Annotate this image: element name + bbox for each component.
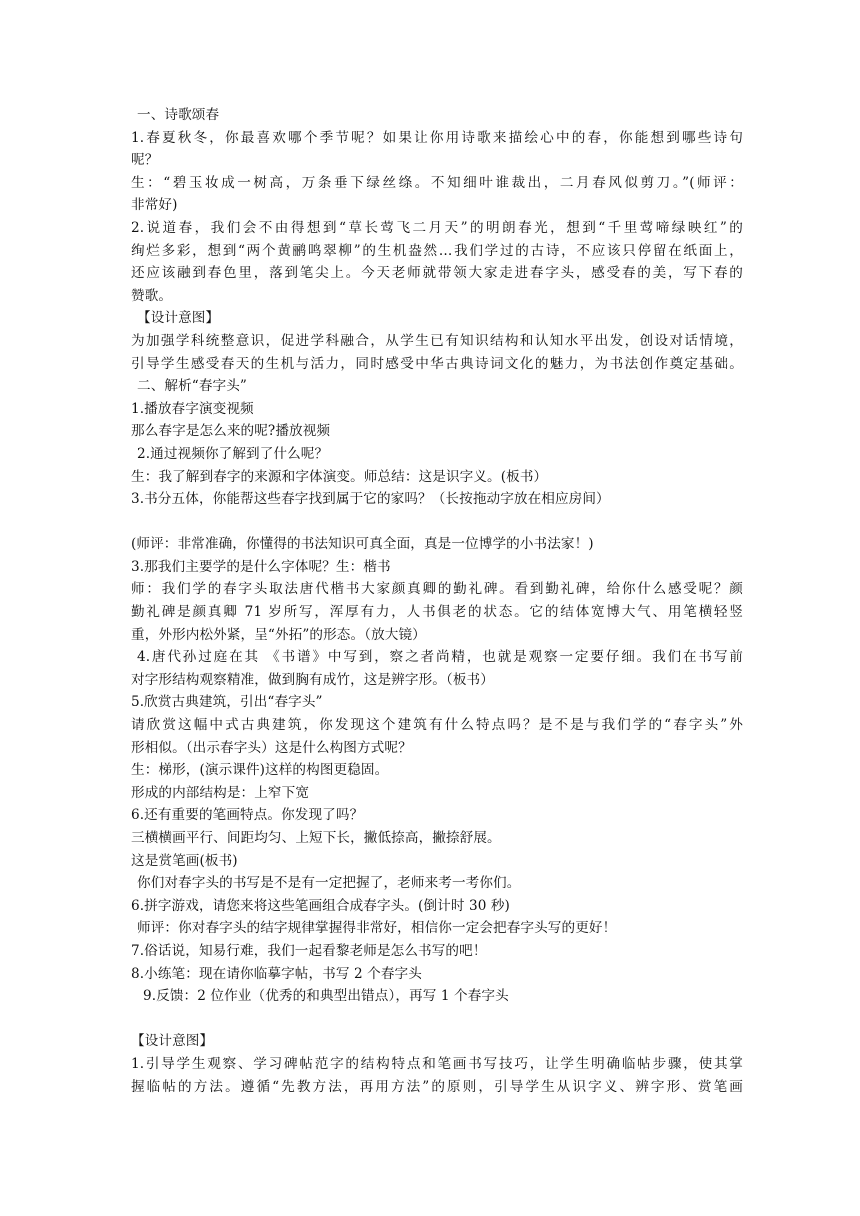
blank-line [131,1008,743,1031]
text-line: 为加强学科统整意识，促进学科融合，从学生已有知识结构和认知水平出发，创设对话情境， [131,332,743,349]
text-line: 重，外形内松外紧，呈“外拓”的形态。（放大镜） [131,626,426,643]
text-line: 【设计意图】 [131,1033,214,1050]
text-line: 师：我们学的春字头取法唐代楷书大家颜真卿的勤礼碑。看到勤礼碑，给你什么感受呢？颜 [131,581,743,598]
document-body [131,104,743,1098]
text-line: 生：梯形，(演示课件)这样的构图更稳固。 [131,762,389,779]
text-line: 8.小练笔：现在请你临摹字帖，书写 2 个春字头 [131,965,422,982]
text-line: 二、解析“春字头” [137,378,247,395]
text-line: 还应该融到春色里，落到笔尖上。今天老师就带领大家走进春字头，感受春的美，写下春的 [131,265,743,282]
text-line: 1.引导学生观察、学习碑帖范字的结构特点和笔画书写技巧，让学生明确临帖步骤，使其掌 [131,1055,743,1072]
text-line: 握临帖的方法。遵循“先教方法，再用方法”的原则，引导学生从识字义、辨字形、赏笔画 [131,1078,743,1095]
text-line: 生：“碧玉妆成一树高，万条垂下绿丝绦。不知细叶谁裁出，二月春风似剪刀。”(师评： [131,174,743,191]
text-line: 4.唐代孙过庭在其 《书谱》中写到，察之者尚精，也就是观察一定要仔细。我们在书写前 [137,649,743,666]
text-line: 请欣赏这幅中式古典建筑，你发现这个建筑有什么特点吗？是不是与我们学的“春字头”外 [131,717,743,734]
text-line: 9.反馈：2 位作业（优秀的和典型出错点），再写 1 个春字头 [143,988,509,1005]
text-line: 形成的内部结构是：上窄下宽 [131,784,310,801]
text-line: 3.书分五体，你能帮这些春字找到属于它的家吗？（长按拖动字放在相应房间） [131,491,610,508]
text-line: 师评：你对春字头的结字规律掌握得非常好，相信你一定会把春字头写的更好！ [137,920,617,937]
text-line: 1.播放春字演变视频 [131,400,254,417]
text-line: (师评：非常准确，你懂得的书法知识可真全面，真是一位博学的小书法家！) [131,536,594,553]
text-line: 呢？ [131,152,159,169]
text-line: 一、诗歌颂春 [137,107,220,123]
text-line: 3.那我们主要学的是什么字体呢？生：楷书 [131,558,391,575]
text-line: 非常好) [131,197,178,214]
text-line: 这是赏笔画(板书) [131,852,238,869]
text-line: 你们对春字头的书写是不是有一定把握了，老师来考一考你们。 [137,875,521,892]
text-line: 三横横画平行、间距均匀、上短下长，撇低捺高，撇捺舒展。 [131,830,501,846]
text-line: 5.欣赏古典建筑，引出“春字头” [131,694,323,711]
text-line: 【设计意图】 [137,310,220,327]
text-line: 7.俗话说，知易行难，我们一起看黎老师是怎么书写的吧！ [131,942,487,959]
text-line: 6.还有重要的笔画特点。你发现了吗？ [131,807,364,824]
text-line: 绚烂多彩，想到“两个黄鹂鸣翠柳”的生机盎然…我们学过的古诗，不应该只停留在纸面上， [131,242,743,259]
text-line: 生：我了解到春字的来源和字体演变。师总结：这是识字义。(板书） [131,468,548,485]
text-line: 形相似。（出示春字头）这是什么构图方式呢？ [131,739,412,756]
text-line: 2.说道春，我们会不由得想到“草长莺飞二月天”的明朗春光，想到“千里莺啼绿映红”的 [131,219,743,236]
blank-line [131,511,743,534]
text-line: 引导学生感受春天的生机与活力，同时感受中华古典诗词文化的魅力，为书法创作奠定基础。 [131,355,743,372]
text-line: 那么春字是怎么来的呢?播放视频 [131,423,331,440]
text-line: 赞歌。 [131,287,173,304]
text-line: 对字形结构观察精准，做到胸有成竹，这是辨字形。（板书） [131,671,494,688]
text-line: 2.通过视频你了解到了什么呢？ [137,445,329,462]
text-line: 6.拼字游戏，请您来将这些笔画组合成春字头。(倒计时 30 秒) [131,897,510,914]
text-line: 勤礼碑是颜真卿 71 岁所写，浑厚有力，人书俱老的状态。它的结体宽博大气、用笔横轻竖 [131,604,743,621]
text-line: 1.春夏秋冬，你最喜欢哪个季节呢？如果让你用诗歌来描绘心中的春，你能想到哪些诗句 [131,129,743,146]
